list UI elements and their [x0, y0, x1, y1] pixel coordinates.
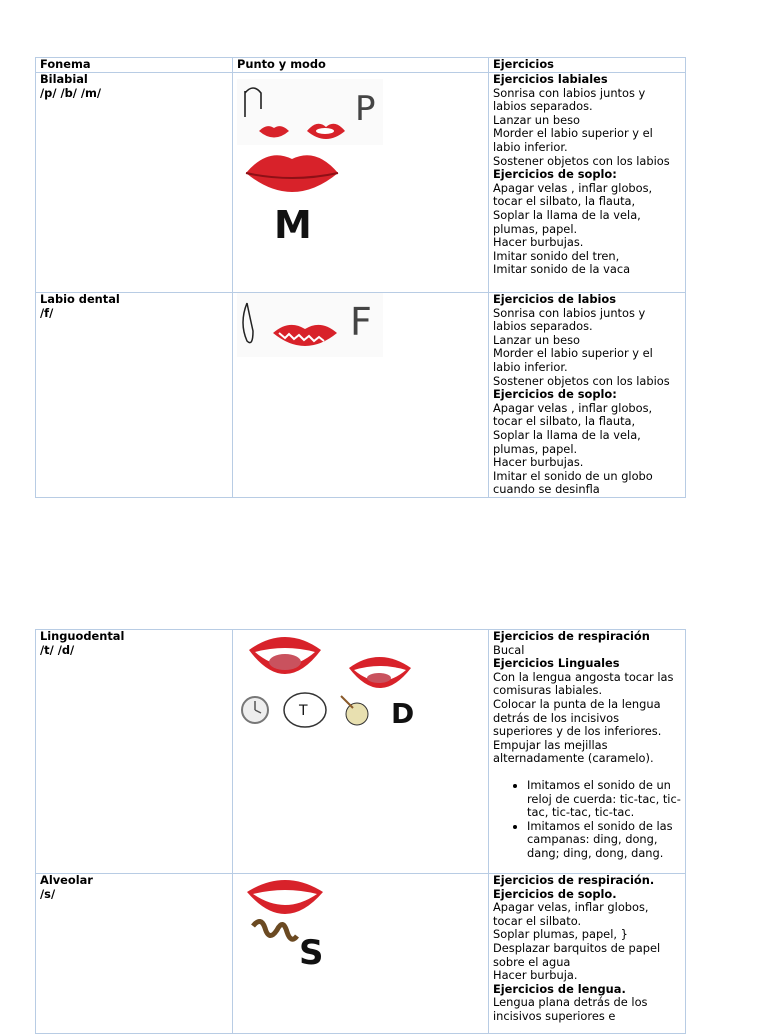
header-ejercicios: Ejercicios: [489, 58, 686, 73]
table-row-linguodental: [36, 630, 686, 874]
exercise-line: Morder el labio superior y el labio inferior.: [493, 346, 653, 374]
exercise-line: Soplar plumas, papel, }: [493, 927, 628, 942]
phoneme-sounds: /f/: [40, 305, 54, 320]
bullet-list: [493, 779, 681, 861]
letter-d: D: [391, 697, 415, 730]
exercise-line: Sostener objetos con los labios: [493, 153, 670, 168]
exercise-line: Desplazar barquitos de papel sobre el agua: [493, 940, 661, 969]
exercise-heading: Ejercicios de soplo.: [493, 886, 617, 901]
phoneme-name: Labio dental: [40, 292, 120, 306]
exercise-line: Bucal: [493, 642, 525, 657]
table-row-bilabial: [36, 73, 686, 293]
exercise-line: Empujar las mejillas alternadamente (caramelo).: [493, 737, 654, 766]
exercise-line: Imitar sonido del tren,: [493, 248, 620, 263]
exercise-line: Hacer burbujas.: [493, 235, 584, 250]
phoneme-sounds: /t/ /d/: [40, 642, 75, 657]
exercise-line: Lengua plana detrás de los incisivos superiores e: [493, 995, 648, 1023]
exercise-line: Sonrisa con labios juntos y labios separados.: [493, 305, 646, 334]
phoneme-cell: [36, 73, 233, 293]
exercise-line: Soplar la llama de la vela, plumas, papel.: [493, 207, 641, 236]
exercise-heading: Ejercicios de soplo:: [493, 167, 617, 182]
exercise-heading: Ejercicios de soplo:: [493, 387, 617, 402]
exercise-line: Apagar velas , inflar globos, tocar el silbato, la flauta,: [493, 400, 653, 429]
exercise-line: Morder el labio superior y el labio inferior.: [493, 126, 653, 154]
phoneme-sounds: /s/: [40, 886, 56, 901]
exercises-cell: [489, 293, 686, 498]
articulation-cell: [233, 73, 489, 293]
articulation-cell: [233, 874, 489, 1034]
letter-s: S: [299, 933, 324, 973]
exercise-heading: Ejercicios labiales: [493, 72, 608, 86]
table-row-alveolar: [36, 874, 686, 1034]
phoneme-table-2: [35, 629, 686, 1034]
phoneme-cell: [36, 293, 233, 498]
articulation-cell: [233, 630, 489, 874]
exercise-line: Hacer burbuja.: [493, 968, 578, 983]
letter-m: M: [274, 203, 312, 247]
drum-icon: [346, 703, 368, 725]
phoneme-sounds: /p/ /b/ /m/: [40, 85, 102, 100]
phoneme-cell: [36, 874, 233, 1034]
table-header-row: [36, 58, 686, 73]
exercise-heading: Ejercicios de respiración.: [493, 873, 655, 887]
alveolar-illustration: [233, 874, 489, 1034]
bullet-item: • Imitamos el sonido de las campanas: ding, dong, dang; ding, dong, dang.: [527, 820, 681, 861]
snake-icon: [253, 921, 297, 939]
letter-p: P: [355, 89, 376, 129]
exercises-cell: [489, 630, 686, 874]
exercise-heading: Ejercicios de lengua.: [493, 981, 626, 996]
exercise-line: Imitar el sonido de un globo cuando se desinfla: [493, 468, 653, 497]
exercise-line: Apagar velas, inflar globos, tocar el silbato.: [493, 900, 649, 928]
exercise-line: Colocar la punta de la lengua detrás de los incisivos superiores y de los inferiores.: [493, 696, 662, 739]
header-fonema: Fonema: [36, 58, 233, 73]
bilabial-illustration: [233, 73, 489, 293]
exercise-line: Soplar la llama de la vela, plumas, papel.: [493, 427, 641, 456]
exercise-heading: Ejercicios Linguales: [493, 656, 620, 671]
phoneme-name: Bilabial: [40, 72, 88, 86]
linguodental-illustration: [233, 630, 489, 874]
phoneme-cell: [36, 630, 233, 874]
exercise-line: Sostener objetos con los labios: [493, 373, 670, 388]
phoneme-table-1: [35, 57, 686, 498]
exercises-cell: [489, 73, 686, 293]
exercise-line: Imitar sonido de la vaca: [493, 262, 631, 277]
bullet-item: • Imitamos el sonido de un reloj de cuerda: tic-tac, tic-tac, tic-tac, tic-tac.: [527, 779, 681, 820]
exercise-line: Lanzar un beso: [493, 332, 581, 347]
exercises-cell: [489, 874, 686, 1034]
letter-t: T: [299, 703, 308, 719]
table-row-labio-dental: [36, 293, 686, 498]
phoneme-name: Linguodental: [40, 629, 125, 643]
exercise-heading: Ejercicios de respiración: [493, 629, 650, 643]
header-punto-modo: Punto y modo: [233, 58, 489, 73]
exercise-line: Sonrisa con labios juntos y labios separados.: [493, 85, 646, 114]
articulation-cell: [233, 293, 489, 498]
letter-f: F: [350, 300, 372, 344]
exercise-line: Apagar velas , inflar globos, tocar el silbato, la flauta,: [493, 180, 653, 209]
labiodental-illustration: [233, 293, 489, 497]
exercise-line: Hacer burbujas.: [493, 455, 584, 470]
big-lips-icon: [246, 155, 338, 192]
exercise-line: Con la lengua angosta tocar las comisuras labiales.: [493, 669, 674, 698]
phoneme-name: Alveolar: [40, 873, 93, 887]
exercise-line: Lanzar un beso: [493, 112, 581, 127]
exercise-heading: Ejercicios de labios: [493, 292, 617, 306]
